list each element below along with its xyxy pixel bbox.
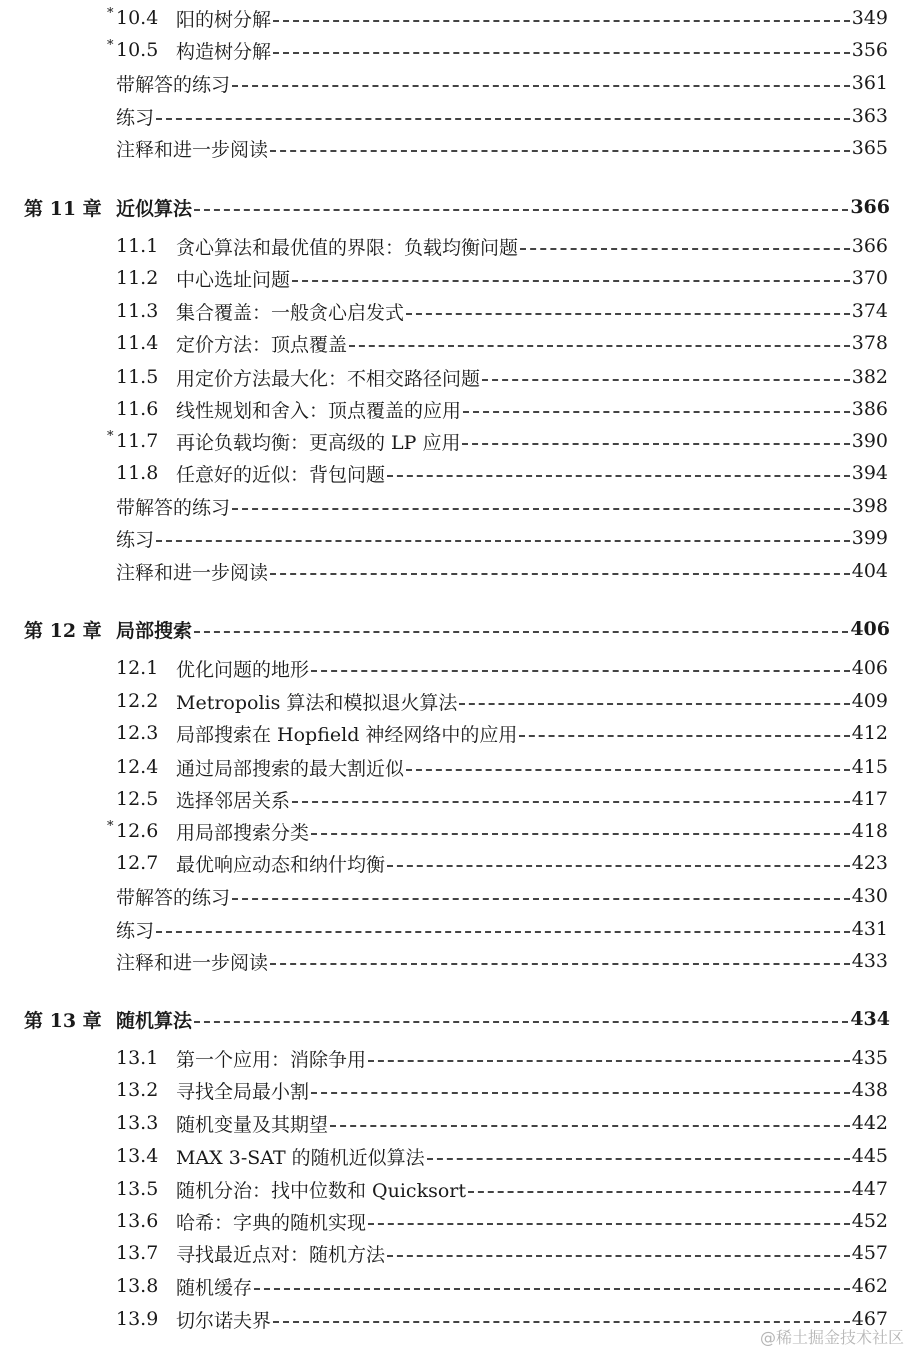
toc-entry xyxy=(116,491,888,521)
section-title: 局部搜索在 Hopfield 神经网络中的应用 xyxy=(176,723,518,746)
page-number: 363 xyxy=(851,105,888,127)
dot-leader xyxy=(330,1125,850,1127)
section-number: 11.1 xyxy=(116,235,159,257)
section-title: MAX 3-SAT 的随机近似算法 xyxy=(176,1146,425,1169)
page-number: 462 xyxy=(851,1275,888,1297)
dot-leader xyxy=(462,443,849,445)
section-title: 选择邻居关系 xyxy=(176,789,291,812)
watermark: @稀土掘金技术社区 xyxy=(759,1328,904,1347)
section-title: 练习 xyxy=(116,919,155,942)
chapter-title: 随机算法 xyxy=(116,1009,193,1032)
section-number: 12.4 xyxy=(116,756,159,778)
page-number: 467 xyxy=(851,1308,888,1330)
section-title: Metropolis 算法和模拟退火算法 xyxy=(176,691,458,714)
toc-entry xyxy=(116,523,888,553)
toc-entry xyxy=(116,68,888,98)
toc-entry xyxy=(116,946,888,976)
section-title: 哈希：字典的随机实现 xyxy=(176,1211,367,1234)
section-title: 寻找全局最小割 xyxy=(176,1080,310,1103)
chapter-row xyxy=(24,1004,890,1034)
dot-leader xyxy=(273,1321,850,1323)
section-title: 练习 xyxy=(116,106,155,129)
section-title: 优化问题的地形 xyxy=(176,658,310,681)
page-number: 406 xyxy=(850,618,890,640)
toc-entry xyxy=(116,296,888,326)
page-number: 366 xyxy=(851,235,888,257)
section-title: 带解答的练习 xyxy=(116,73,231,96)
toc-entry xyxy=(116,752,888,782)
dot-leader xyxy=(232,898,850,900)
section-title: 注释和进一步阅读 xyxy=(116,951,269,974)
dot-leader xyxy=(156,118,850,120)
toc-entry xyxy=(116,1075,888,1105)
section-number: 13.2 xyxy=(116,1079,159,1101)
section-number: 10.4 xyxy=(116,7,159,29)
page-number: 412 xyxy=(851,722,888,744)
dot-leader xyxy=(520,248,850,250)
dot-leader xyxy=(406,313,850,315)
optional-section-mark: * xyxy=(107,819,114,834)
dot-leader xyxy=(273,20,850,22)
section-title: 中心选址问题 xyxy=(176,268,291,291)
dot-leader xyxy=(311,670,850,672)
section-title: 通过局部搜索的最大割近似 xyxy=(176,757,405,780)
page-number: 431 xyxy=(851,918,888,940)
toc-entry xyxy=(116,362,888,392)
section-number: 13.1 xyxy=(116,1047,159,1069)
dot-leader xyxy=(349,345,850,347)
page-number: 423 xyxy=(851,852,888,874)
toc-entry xyxy=(116,231,888,261)
dot-leader xyxy=(270,150,850,152)
dot-leader xyxy=(232,508,850,510)
section-title: 练习 xyxy=(116,528,155,551)
section-title: 阳的树分解 xyxy=(176,8,272,31)
section-number: 11.5 xyxy=(116,366,159,388)
page-number: 409 xyxy=(851,690,888,712)
dot-leader xyxy=(156,931,850,933)
page-number: 386 xyxy=(851,398,888,420)
section-title: 注释和进一步阅读 xyxy=(116,561,269,584)
chapter-title: 近似算法 xyxy=(116,197,193,220)
section-title: 带解答的练习 xyxy=(116,886,231,909)
page-number: 365 xyxy=(851,137,888,159)
section-title: 任意好的近似：背包问题 xyxy=(176,463,386,486)
page-number: 452 xyxy=(851,1210,888,1232)
dot-leader xyxy=(368,1223,850,1225)
dot-leader xyxy=(387,475,850,477)
section-number: 10.5 xyxy=(116,39,159,61)
page-number: 438 xyxy=(851,1079,888,1101)
dot-leader xyxy=(482,379,850,381)
dot-leader xyxy=(427,1158,850,1160)
page-number: 417 xyxy=(851,788,888,810)
page-number: 374 xyxy=(851,300,888,322)
toc-entry xyxy=(116,848,888,878)
toc-entry xyxy=(116,1271,888,1301)
toc-entry xyxy=(116,1174,888,1204)
page-number: 434 xyxy=(850,1008,890,1030)
toc-entry xyxy=(116,914,888,944)
page-number: 378 xyxy=(851,332,888,354)
dot-leader xyxy=(292,801,850,803)
page-number: 399 xyxy=(851,527,888,549)
toc-entry xyxy=(116,653,888,683)
page-number: 442 xyxy=(851,1112,888,1134)
toc-entry xyxy=(116,718,888,748)
dot-leader xyxy=(254,1288,850,1290)
section-number: 11.2 xyxy=(116,267,159,289)
toc-entry xyxy=(107,35,888,65)
section-title: 用定价方法最大化：不相交路径问题 xyxy=(176,367,481,390)
section-number: 13.8 xyxy=(116,1275,159,1297)
section-number: 13.6 xyxy=(116,1210,159,1232)
optional-section-mark: * xyxy=(107,429,114,444)
section-title: 注释和进一步阅读 xyxy=(116,138,269,161)
dot-leader xyxy=(368,1060,850,1062)
section-title: 随机变量及其期望 xyxy=(176,1113,329,1136)
dot-leader xyxy=(463,411,850,413)
section-title: 用局部搜索分类 xyxy=(176,821,310,844)
toc-entry xyxy=(116,101,888,131)
dot-leader xyxy=(406,769,850,771)
page-number: 430 xyxy=(851,885,888,907)
section-title: 第一个应用：消除争用 xyxy=(176,1048,367,1071)
toc-entry xyxy=(116,1043,888,1073)
chapter-number: 第 11 章 xyxy=(24,197,102,220)
section-number: 11.3 xyxy=(116,300,159,322)
dot-leader xyxy=(194,631,848,633)
dot-leader xyxy=(270,573,850,575)
page-number: 349 xyxy=(851,7,888,29)
dot-leader xyxy=(270,963,850,965)
section-number: 13.9 xyxy=(116,1308,159,1330)
chapter-row xyxy=(24,614,890,644)
dot-leader xyxy=(387,865,850,867)
section-title: 定价方法：顶点覆盖 xyxy=(176,333,348,356)
dot-leader xyxy=(156,540,850,542)
section-number: 11.7 xyxy=(116,430,159,452)
section-number: 11.6 xyxy=(116,398,159,420)
toc-entry xyxy=(107,816,888,846)
dot-leader xyxy=(273,52,850,54)
toc-entry xyxy=(116,1238,888,1268)
dot-leader xyxy=(387,1255,850,1257)
page-number: 356 xyxy=(851,39,888,61)
section-title: 随机分治：找中位数和 Quicksort xyxy=(176,1179,466,1202)
section-number: 13.3 xyxy=(116,1112,159,1134)
toc-entry xyxy=(116,686,888,716)
toc-entry xyxy=(116,784,888,814)
dot-leader xyxy=(468,1191,850,1193)
section-number: 11.4 xyxy=(116,332,159,354)
section-title: 构造树分解 xyxy=(176,40,272,63)
page-number: 361 xyxy=(851,72,888,94)
page-number: 445 xyxy=(851,1145,888,1167)
toc-entry xyxy=(116,133,888,163)
section-number: 13.4 xyxy=(116,1145,159,1167)
section-number: 12.5 xyxy=(116,788,159,810)
section-title: 最优响应动态和纳什均衡 xyxy=(176,853,386,876)
toc-entry xyxy=(116,458,888,488)
page-number: 447 xyxy=(851,1178,888,1200)
toc-entry xyxy=(116,881,888,911)
toc-entry xyxy=(116,1141,888,1171)
page-number: 382 xyxy=(851,366,888,388)
page-number: 406 xyxy=(851,657,888,679)
section-number: 12.2 xyxy=(116,690,159,712)
section-title: 随机缓存 xyxy=(176,1276,253,1299)
page-number: 457 xyxy=(851,1242,888,1264)
dot-leader xyxy=(194,209,848,211)
page-number: 435 xyxy=(851,1047,888,1069)
toc-entry xyxy=(116,556,888,586)
chapter-row xyxy=(24,192,890,222)
dot-leader xyxy=(311,1092,850,1094)
dot-leader xyxy=(519,735,849,737)
dot-leader xyxy=(194,1021,848,1023)
chapter-title: 局部搜索 xyxy=(116,619,193,642)
toc-entry xyxy=(116,1108,888,1138)
toc-entry xyxy=(116,394,888,424)
optional-section-mark: * xyxy=(107,6,114,21)
chapter-number: 第 13 章 xyxy=(24,1009,102,1032)
page-number: 366 xyxy=(850,196,890,218)
section-title: 带解答的练习 xyxy=(116,496,231,519)
toc-entry xyxy=(116,1206,888,1236)
dot-leader xyxy=(292,280,850,282)
toc-entry xyxy=(116,328,888,358)
section-title: 再论负载均衡：更高级的 LP 应用 xyxy=(176,431,461,454)
section-number: 13.7 xyxy=(116,1242,159,1264)
toc-entry xyxy=(107,3,888,33)
page-number: 404 xyxy=(851,560,888,582)
dot-leader xyxy=(311,833,850,835)
section-number: 12.3 xyxy=(116,722,159,744)
page-number: 398 xyxy=(851,495,888,517)
page-number: 433 xyxy=(851,950,888,972)
section-title: 线性规划和舍入：顶点覆盖的应用 xyxy=(176,399,462,422)
page-number: 418 xyxy=(851,820,888,842)
toc-entry xyxy=(107,426,888,456)
page-number: 390 xyxy=(851,430,888,452)
section-number: 11.8 xyxy=(116,462,159,484)
page-number: 394 xyxy=(851,462,888,484)
section-title: 贪心算法和最优值的界限：负载均衡问题 xyxy=(176,236,519,259)
section-number: 12.1 xyxy=(116,657,159,679)
toc-entry xyxy=(116,263,888,293)
chapter-number: 第 12 章 xyxy=(24,619,102,642)
section-title: 寻找最近点对：随机方法 xyxy=(176,1243,386,1266)
page-number: 370 xyxy=(851,267,888,289)
section-number: 12.7 xyxy=(116,852,159,874)
section-title: 集合覆盖：一般贪心启发式 xyxy=(176,301,405,324)
dot-leader xyxy=(232,85,850,87)
dot-leader xyxy=(459,703,849,705)
section-number: 12.6 xyxy=(116,820,159,842)
section-title: 切尔诺夫界 xyxy=(176,1309,272,1332)
section-number: 13.5 xyxy=(116,1178,159,1200)
optional-section-mark: * xyxy=(107,38,114,53)
page-number: 415 xyxy=(851,756,888,778)
